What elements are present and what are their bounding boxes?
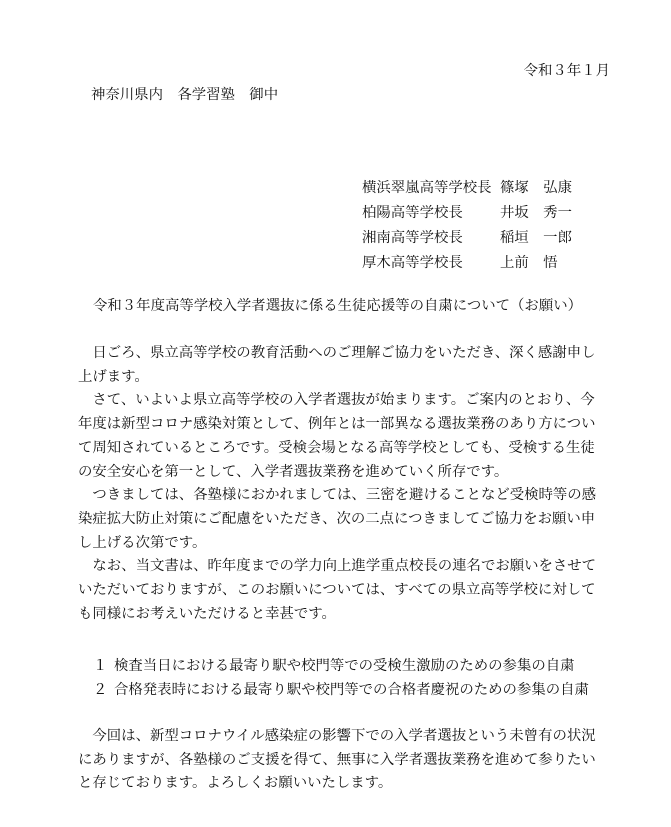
sender-name: 篠塚 弘康 bbox=[500, 180, 572, 196]
request-item-list bbox=[93, 654, 589, 702]
request-item-text: 合格発表時における最寄り駅や校門等での合格者慶祝のための参集の自粛 bbox=[114, 682, 589, 698]
body-text bbox=[78, 342, 598, 626]
sender-row bbox=[362, 201, 572, 226]
closing-paragraph: 今回は、新型コロナウイル感染症の影響下での入学者選抜という未曾有の状況にありますが、各塾様のご支援を得て、無事に入学者選抜業務を進めて参りたいと存じております。よろしくお願いいたします。 bbox=[78, 728, 596, 792]
sender-school: 横浜翠嵐高等学校長 bbox=[362, 180, 492, 196]
request-item-number: １ bbox=[93, 658, 108, 674]
body-paragraph: 日ごろ、県立高等学校の教育活動へのご理解ご協力をいただき、深く感謝申し上げます。 bbox=[78, 345, 596, 385]
sender-name: 稲垣 一郎 bbox=[500, 230, 572, 246]
sender-school: 柏陽高等学校長 bbox=[362, 205, 463, 221]
sender-name: 上前 悟 bbox=[500, 255, 558, 271]
closing-text bbox=[78, 725, 598, 796]
document-date: 令和３年１月 bbox=[523, 63, 610, 79]
request-item bbox=[93, 678, 589, 702]
sender-school: 厚木高等学校長 bbox=[362, 255, 463, 271]
sender-row bbox=[362, 226, 572, 251]
request-item-text: 検査当日における最寄り駅や校門等での受検生激励のための参集の自粛 bbox=[114, 658, 575, 674]
document-title: 令和３年度高等学校入学者選抜に係る生徒応援等の自粛について（お願い） bbox=[93, 298, 582, 314]
sender-list bbox=[362, 176, 572, 276]
sender-school: 湘南高等学校長 bbox=[362, 230, 463, 246]
sender-row bbox=[362, 251, 572, 276]
request-item-number: ２ bbox=[93, 682, 108, 698]
sender-name: 井坂 秀一 bbox=[500, 205, 572, 221]
sender-row bbox=[362, 176, 572, 201]
body-paragraph: なお、当文書は、昨年度までの学力向上進学重点校長の連名でお願いをさせていただいておりますが、このお願いについては、すべての県立高等学校に対しても同様にお考えいただけると幸甚です。 bbox=[78, 558, 597, 622]
request-item bbox=[93, 654, 589, 678]
recipient-line: 神奈川県内 各学習塾 御中 bbox=[91, 87, 279, 103]
body-paragraph: さて、いよいよ県立高等学校の入学者選抜が始まります。ご案内のとおり、今年度は新型コロナ感染対策として、例年とは一部異なる選抜業務のあり方について周知されているところです。受検会場となる高等学校としても、受検する生徒の安全安心を第一として、入学者選抜業務を進めていく所存です。 bbox=[78, 392, 596, 480]
body-paragraph: つきましては、各塾様におかれましては、三密を避けることなど受検時等の感染症拡大防止対策にご配慮をいただき、次の二点につきましてご協力をお願い申し上げる次第です。 bbox=[78, 487, 597, 551]
